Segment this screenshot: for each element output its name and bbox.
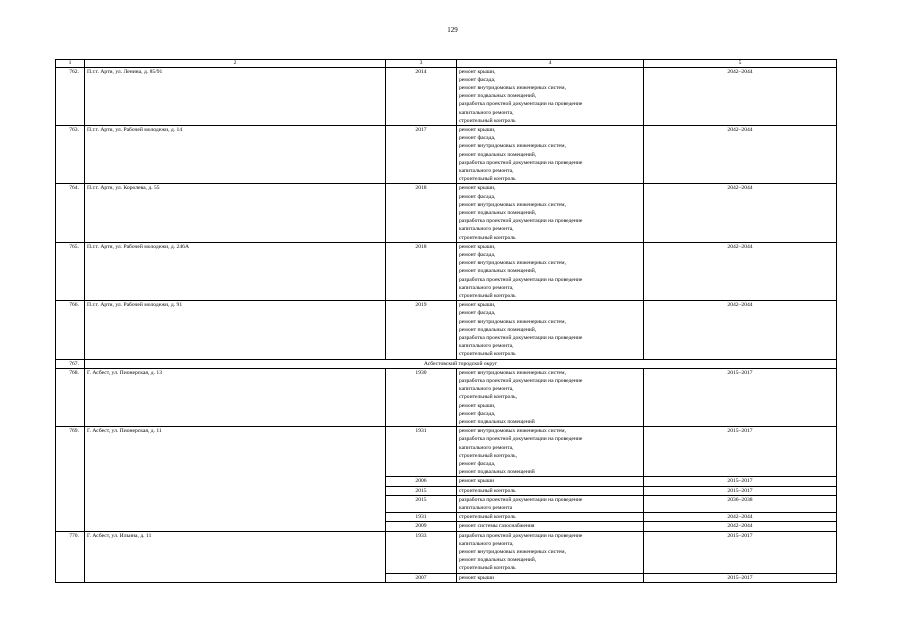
work-item: капитального ремонта, — [459, 226, 514, 233]
work-item: капитального ремонта, — [459, 444, 514, 451]
entry-number: 765. — [56, 242, 85, 300]
work-item: ремонт крыши, — [459, 185, 496, 192]
work-item: ремонт крыши — [459, 478, 495, 485]
work-item: капитального ремонта, — [459, 109, 514, 116]
works-cell — [457, 368, 644, 426]
work-item: ремонт подвальных помещений, — [459, 209, 537, 216]
table-row — [56, 242, 837, 300]
period-cell: 2036–2038 — [644, 495, 837, 512]
year-cell: 1931 — [386, 513, 457, 522]
work-item: разработка проектной документации на проведение — [459, 496, 583, 503]
year-cell: 2014 — [386, 67, 457, 125]
table-row — [56, 368, 837, 426]
period-cell: 2042–2044 — [644, 522, 837, 531]
table-row — [56, 125, 837, 183]
works-cell — [457, 513, 644, 522]
work-item: ремонт подвальных помещений — [459, 469, 535, 476]
page-number: 129 — [447, 26, 458, 34]
table-row — [56, 301, 837, 359]
work-item: ремонт внутридомовых инженерных систем, — [459, 84, 566, 91]
work-item: строительный контроль — [459, 117, 516, 124]
year-cell: 2019 — [386, 301, 457, 359]
work-item: ремонт подвальных помещений, — [459, 93, 537, 100]
works-cell — [457, 486, 644, 495]
work-item: строительный контроль — [459, 234, 516, 241]
work-item: разработка проектной документации на проведение — [459, 276, 583, 283]
table-row — [56, 184, 837, 242]
period-cell: 2042–2044 — [644, 184, 837, 242]
work-item: ремонт внутридомовых инженерных систем, — [459, 260, 566, 267]
year-cell: 2015 — [386, 495, 457, 512]
entry-number: 769. — [56, 427, 85, 531]
year-cell: 2009 — [386, 522, 457, 531]
work-item: разработка проектной документации на проведение — [459, 159, 583, 166]
work-item: ремонт внутридомовых инженерных систем, — [459, 428, 566, 435]
works-cell — [457, 125, 644, 183]
entry-number: 767. — [56, 359, 85, 368]
table-body — [56, 60, 837, 583]
address-cell: П.г.т. Арти, ул. Ленина, д. 85/91 — [85, 67, 386, 125]
address-cell: П.г.т. Арти, ул. Рабочей молодежи, д. 91 — [85, 301, 386, 359]
entry-number: 764. — [56, 184, 85, 242]
table-row — [56, 427, 837, 477]
period-cell: 2015–2017 — [644, 531, 837, 573]
entry-number: 766. — [56, 301, 85, 359]
works-cell — [457, 477, 644, 486]
work-item: капитального ремонта, — [459, 167, 514, 174]
entry-number: 770. — [56, 531, 85, 582]
period-cell: 2042–2044 — [644, 301, 837, 359]
work-item: разработка проектной документации на проведение — [459, 436, 583, 443]
entry-number: 762. — [56, 67, 85, 125]
table-row — [56, 531, 837, 573]
work-item: ремонт подвальных помещений, — [459, 151, 537, 158]
work-item: ремонт фасада, — [459, 461, 496, 468]
section-title: Асбестовский городской округ — [85, 359, 837, 368]
work-item: ремонт крыши, — [459, 126, 496, 133]
works-cell — [457, 573, 644, 582]
address-cell: Г. Асбест, ул. Пионерская, д. 13 — [85, 368, 386, 426]
period-cell: 2042–2044 — [644, 513, 837, 522]
address-cell: П.г.т. Арти, ул. Рабочей молодежи, д. 14 — [85, 125, 386, 183]
year-cell: 1933 — [386, 531, 457, 573]
header-cell-5: 5 — [644, 60, 837, 68]
header-cell-2: 2 — [85, 60, 386, 68]
header-cell-1: 1 — [56, 60, 85, 68]
work-item: строительный контроль, — [459, 394, 517, 401]
work-item: ремонт фасада, — [459, 76, 496, 83]
header-row — [56, 60, 837, 68]
work-item: ремонт подвальных помещений, — [459, 557, 537, 564]
work-item: строительный контроль — [459, 351, 516, 358]
work-item: строительный контроль — [459, 565, 516, 572]
year-cell: 2006 — [386, 477, 457, 486]
period-cell: 2015–2017 — [644, 486, 837, 495]
work-item: разработка проектной документации на проведение — [459, 101, 583, 108]
header-cell-4: 4 — [457, 60, 644, 68]
work-item: ремонт фасада, — [459, 410, 496, 417]
works-cell — [457, 522, 644, 531]
work-item: строительный контроль, — [459, 452, 517, 459]
work-item: ремонт крыши, — [459, 402, 496, 409]
address-cell: Г. Асбест, ул. Ильина, д. 11 — [85, 531, 386, 582]
work-item: капитального ремонта, — [459, 284, 514, 291]
works-cell — [457, 67, 644, 125]
work-item: ремонт фасада, — [459, 310, 496, 317]
works-cell — [457, 531, 644, 573]
work-item: ремонт подвальных помещений — [459, 419, 535, 426]
work-item: ремонт крыши — [459, 574, 495, 581]
work-item: капитального ремонта, — [459, 386, 514, 393]
work-item: ремонт внутридомовых инженерных систем, — [459, 369, 566, 376]
year-cell: 2007 — [386, 573, 457, 582]
work-item: разработка проектной документации на проведение — [459, 218, 583, 225]
period-cell: 2015–2017 — [644, 427, 837, 477]
work-item: строительный контроль — [459, 292, 516, 299]
work-item: капитального ремонта — [459, 505, 513, 512]
address-cell: П.г.т. Арти, ул. Королева, д. 55 — [85, 184, 386, 242]
work-item: ремонт внутридомовых инженерных систем, — [459, 143, 566, 150]
work-item: ремонт системы газоснабжения — [459, 523, 535, 530]
year-cell: 2015 — [386, 486, 457, 495]
work-item: строительный контроль — [459, 514, 516, 521]
work-item: ремонт подвальных помещений, — [459, 268, 537, 275]
works-cell — [457, 495, 644, 512]
work-item: строительный контроль — [459, 487, 516, 494]
work-item: ремонт внутридомовых инженерных систем, — [459, 201, 566, 208]
year-cell: 2018 — [386, 184, 457, 242]
period-cell: 2042–2044 — [644, 242, 837, 300]
works-cell — [457, 427, 644, 477]
entry-number: 768. — [56, 368, 85, 426]
entry-number: 763. — [56, 125, 85, 183]
year-cell: 1930 — [386, 368, 457, 426]
work-item: строительный контроль — [459, 176, 516, 183]
address-cell: П.г.т. Арти, ул. Рабочей молодежи, д. 246А — [85, 242, 386, 300]
work-item: ремонт крыши, — [459, 68, 496, 75]
work-item: ремонт внутридомовых инженерных систем, — [459, 549, 566, 556]
work-item: ремонт крыши, — [459, 243, 496, 250]
work-item: разработка проектной документации на проведение — [459, 378, 583, 385]
work-item: капитального ремонта, — [459, 343, 514, 350]
year-cell: 2017 — [386, 125, 457, 183]
header-cell-3: 3 — [386, 60, 457, 68]
repair-schedule-table — [55, 59, 837, 583]
year-cell: 2018 — [386, 242, 457, 300]
period-cell: 2015–2017 — [644, 368, 837, 426]
period-cell: 2042–2044 — [644, 67, 837, 125]
work-item: ремонт крыши, — [459, 302, 496, 309]
work-item: капитального ремонта, — [459, 540, 514, 547]
work-item: ремонт фасада, — [459, 135, 496, 142]
period-cell: 2042–2044 — [644, 125, 837, 183]
work-item: ремонт фасада, — [459, 193, 496, 200]
period-cell: 2015–2017 — [644, 477, 837, 486]
work-item: ремонт фасада, — [459, 251, 496, 258]
address-cell: Г. Асбест, ул. Пионерская, д. 11 — [85, 427, 386, 531]
year-cell: 1931 — [386, 427, 457, 477]
work-item: разработка проектной документации на проведение — [459, 335, 583, 341]
works-cell — [457, 301, 644, 359]
table-row — [56, 67, 837, 125]
work-item: ремонт подвальных помещений, — [459, 326, 537, 333]
work-item: ремонт внутридомовых инженерных систем, — [459, 318, 566, 325]
section-row — [56, 359, 837, 368]
work-item: разработка проектной документации на проведение — [459, 532, 583, 539]
period-cell: 2015–2017 — [644, 573, 837, 582]
works-cell — [457, 242, 644, 300]
works-cell — [457, 184, 644, 242]
